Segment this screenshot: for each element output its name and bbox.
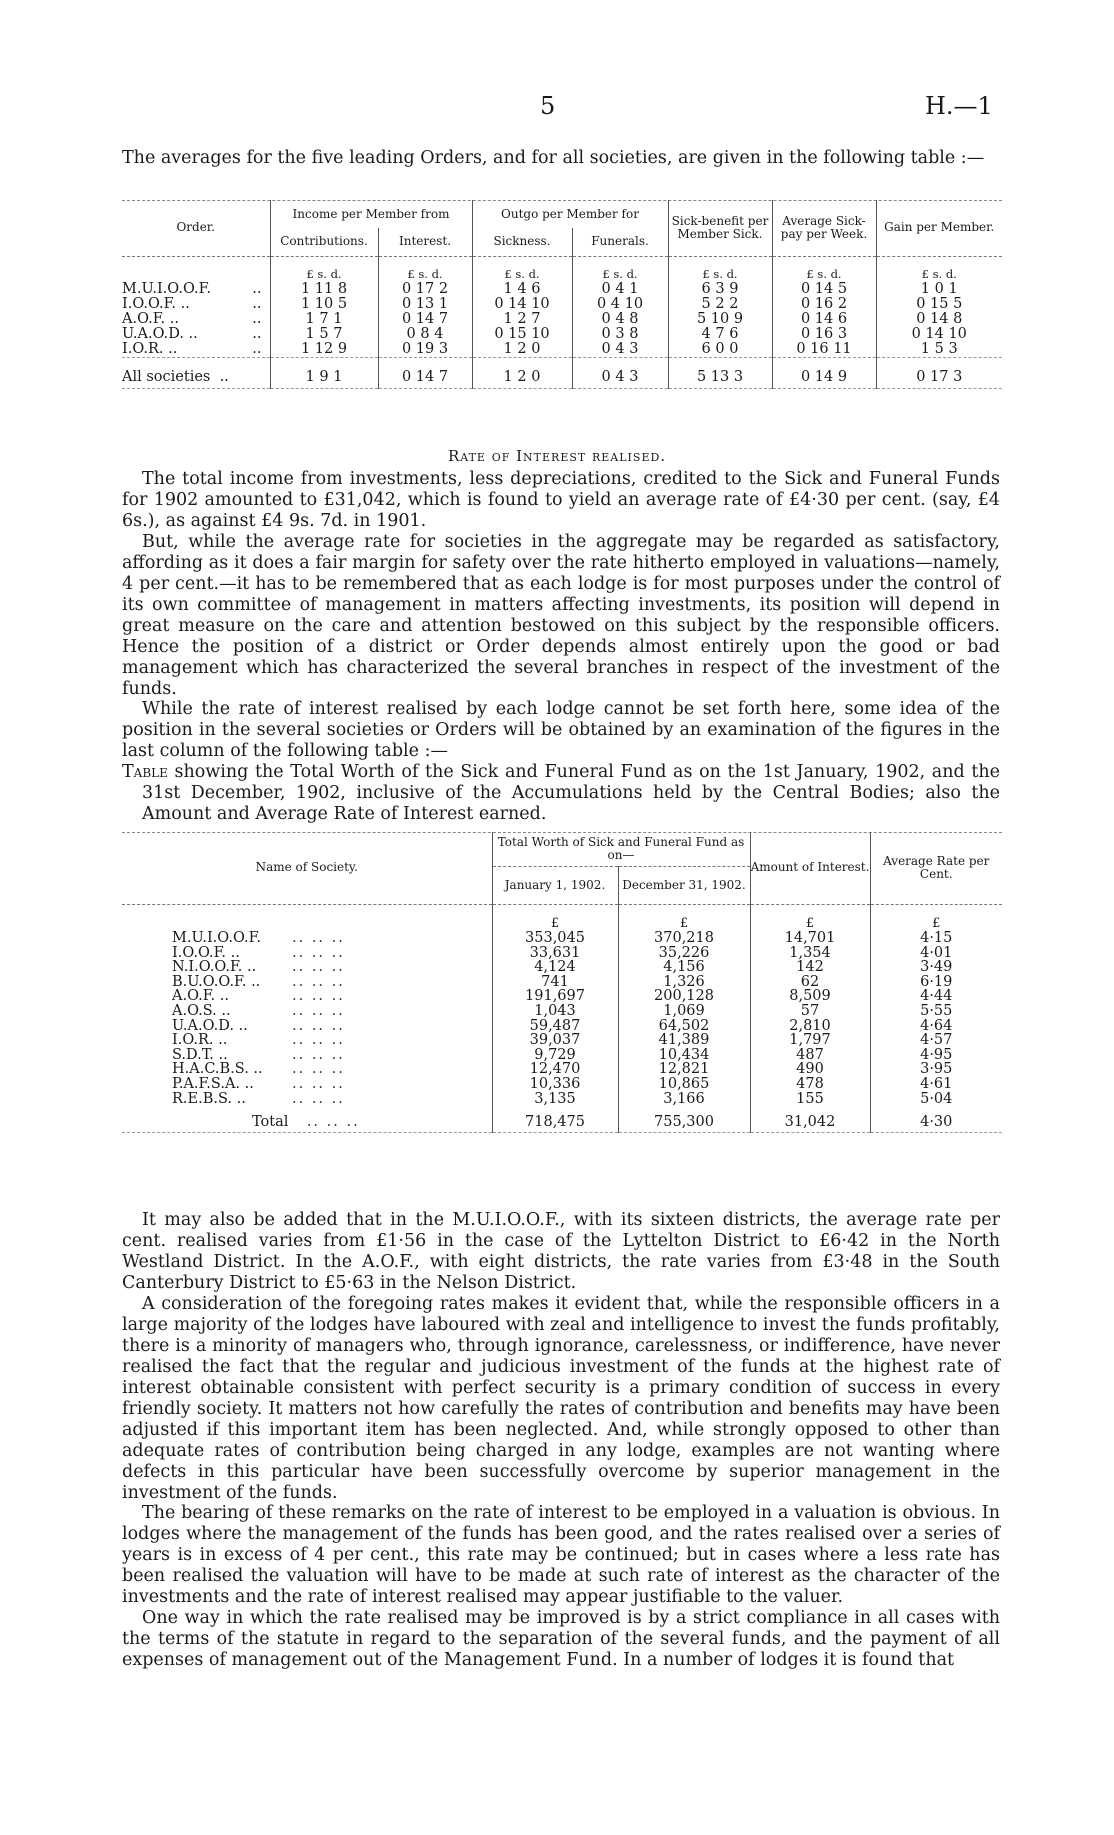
unit-label: £ s. d. (378, 256, 472, 282)
unit-label: £ s. d. (472, 256, 572, 282)
table-row (122, 282, 1002, 297)
cell-jan: 3,135 (492, 1092, 618, 1107)
cell-sick-pay: 0 16 2 (772, 297, 876, 312)
cell-rate: 5·04 (870, 1092, 1002, 1107)
unit-pound: £ (870, 904, 1002, 931)
cell-gain: 0 15 5 (876, 297, 1002, 312)
paragraph-3: While the rate of interest realised by each lodge cannot be set forth here, some idea of the position in the several societies or Orders will be obtained by an examination of the figures in the last column of the following table :— (122, 699, 1000, 761)
cell-amount: 1,354 (750, 946, 870, 961)
table-row (122, 327, 1002, 342)
col-funerals: Funerals. (572, 228, 668, 256)
cell-dec: 10,865 (618, 1077, 750, 1092)
row-order-name: I.O.R. .. .. (122, 340, 262, 357)
cell-contributions: 1 11 8 (270, 282, 378, 297)
total-amount: 31,042 (750, 1106, 870, 1133)
cell-rate: 4·61 (870, 1077, 1002, 1092)
unit-label: £ s. d. (572, 256, 668, 282)
unit-label: £ s. d. (876, 256, 1002, 282)
col-society-name: Name of Society. (255, 860, 358, 875)
unit-label: £ s. d. (270, 256, 378, 282)
col-average-sick-pay: Average Sick-pay per Week. (772, 200, 876, 256)
caption-lead: Table (122, 762, 168, 782)
total-rate: 4·30 (870, 1106, 1002, 1133)
cell-sick-benefit: 4 7 6 (668, 327, 772, 342)
cell-funerals: 0 4 3 (572, 342, 668, 358)
total-gain: 0 17 3 (876, 357, 1002, 388)
paragraph-4: It may also be added that in the M.U.I.O.O.F., with its sixteen districts, the average rate per cent. realised varies from £1·56 in the case of the Lyttelton District to £6·42 in the North Westland District. In the A.O.F., with eight districts, the rate varies from £3·48 in the South Canterbury District to £5·63 in the Nelson District. (122, 1210, 1000, 1293)
cell-dec: 10,434 (618, 1048, 750, 1063)
cell-jan: 39,037 (492, 1033, 618, 1048)
table-row (122, 1004, 1002, 1019)
total-worth-table (122, 832, 1002, 1133)
cell-rate: 4·95 (870, 1048, 1002, 1063)
unit-label: £ s. d. (668, 256, 772, 282)
cell-amount: 1,797 (750, 1033, 870, 1048)
cell-dec: 200,128 (618, 989, 750, 1004)
cell-sickness: 0 15 10 (472, 327, 572, 342)
cell-rate: 3·95 (870, 1062, 1002, 1077)
cell-jan: 9,729 (492, 1048, 618, 1063)
cell-amount: 14,701 (750, 931, 870, 946)
cell-sickness: 0 14 10 (472, 297, 572, 312)
section-heading-interest: Rate of Interest realised. (447, 447, 667, 465)
row-society-name: A.O.F. .. .. .. .. (172, 988, 345, 1005)
total-row-label: Total .. .. .. (252, 1113, 360, 1130)
cell-rate: 4·64 (870, 1019, 1002, 1034)
unit-pound: £ (618, 904, 750, 931)
row-society-name: P.A.F.S.A. .. .. .. .. (172, 1076, 345, 1093)
table-row (122, 960, 1002, 975)
cell-dec: 1,069 (618, 1004, 750, 1019)
cell-dec: 4,156 (618, 960, 750, 975)
cell-jan: 10,336 (492, 1077, 618, 1092)
unit-pound: £ (492, 904, 618, 931)
cell-interest: 0 17 2 (378, 282, 472, 297)
cell-rate: 5·55 (870, 1004, 1002, 1019)
cell-amount: 155 (750, 1092, 870, 1107)
page-number: 5 (540, 92, 556, 120)
row-society-name: I.O.O.F. .. .. .. .. (172, 944, 345, 961)
cell-amount: 57 (750, 1004, 870, 1019)
cell-amount: 8,509 (750, 989, 870, 1004)
paragraph-2: But, while the average rate for societies in the aggregate may be regarded as satisfactory, affording as it does a fair margin for safety over the rate hitherto employed in valuations—namely, 4 per cent.—it has to be remembered that as each lodge is for most purposes under the control of its own committee of management in matters affecting investments, its position will depend in great measure on the care and attention bestowed on this subject by the responsible officers. Hence the position of a district or Order depends almost entirely upon the good or bad management which has characterized the several branches in respect of the investment of the funds. (122, 532, 1000, 699)
group-income: Income per Member from (270, 200, 472, 228)
page-reference: H.—1 (925, 92, 993, 120)
row-society-name: N.I.O.O.F. .. .. .. .. (172, 959, 345, 976)
table-row (122, 989, 1002, 1004)
row-society-name: S.D.T. .. .. .. .. (172, 1046, 345, 1063)
cell-interest: 0 14 7 (378, 312, 472, 327)
cell-amount: 142 (750, 960, 870, 975)
row-society-name: A.O.S. .. .. .. .. (172, 1003, 345, 1020)
cell-jan: 191,697 (492, 989, 618, 1004)
cell-gain: 0 14 10 (876, 327, 1002, 342)
cell-amount: 490 (750, 1062, 870, 1077)
cell-dec: 41,389 (618, 1033, 750, 1048)
row-order-name: A.O.F. .. .. (122, 310, 262, 327)
cell-amount: 478 (750, 1077, 870, 1092)
table-row (122, 1077, 1002, 1092)
cell-rate: 3·49 (870, 960, 1002, 975)
cell-gain: 1 5 3 (876, 342, 1002, 358)
col-sick-benefit: Sick-benefit per Member Sick. (668, 200, 772, 256)
paragraph-6: The bearing of these remarks on the rate of interest to be employed in a valuation is obvious. In lodges where the management of the funds has been good, and the rates realised over a series of years is in excess of 4 per cent., this rate may be continued; but in cases where a less rate has been realised the valuation will have to be made at such rate of interest as the character of the investments and the rate of interest realised may appear justifiable to the valuer. (122, 1503, 1000, 1607)
table2-caption (122, 762, 1000, 825)
cell-interest: 0 13 1 (378, 297, 472, 312)
total-funerals: 0 4 3 (572, 357, 668, 388)
total-contributions: 1 9 1 (270, 357, 378, 388)
paragraph-1: The total income from investments, less depreciations, credited to the Sick and Funeral Funds for 1902 amounted to £31,042, which is found to yield an average rate of £4·30 per cent. (say, £4 6s.), as against £4 9s. 7d. in 1901. (122, 469, 1000, 531)
row-society-name: U.A.O.D. .. .. .. .. (172, 1017, 345, 1034)
cell-gain: 0 14 8 (876, 312, 1002, 327)
cell-funerals: 0 3 8 (572, 327, 668, 342)
table-row (122, 342, 1002, 358)
cell-interest: 0 8 4 (378, 327, 472, 342)
col-sickness: Sickness. (472, 228, 572, 256)
cell-contributions: 1 10 5 (270, 297, 378, 312)
cell-sick-benefit: 5 10 9 (668, 312, 772, 327)
cell-sick-pay: 0 14 5 (772, 282, 876, 297)
cell-amount: 2,810 (750, 1019, 870, 1034)
cell-rate: 6·19 (870, 975, 1002, 990)
table-row (122, 312, 1002, 327)
row-society-name: I.O.R. .. .. .. .. (172, 1032, 345, 1049)
cell-rate: 4·01 (870, 946, 1002, 961)
cell-jan: 1,043 (492, 1004, 618, 1019)
cell-dec: 12,821 (618, 1062, 750, 1077)
row-order-name: U.A.O.D. .. .. (122, 325, 262, 342)
cell-sick-benefit: 6 0 0 (668, 342, 772, 358)
cell-dec: 1,326 (618, 975, 750, 990)
col-average-rate: Average Rate per Cent. (870, 832, 1002, 904)
row-society-name: M.U.I.O.O.F. .. .. .. (172, 930, 345, 947)
cell-jan: 741 (492, 975, 618, 990)
cell-funerals: 0 4 8 (572, 312, 668, 327)
unit-pound: £ (750, 904, 870, 931)
cell-jan: 33,631 (492, 946, 618, 961)
cell-dec: 64,502 (618, 1019, 750, 1034)
total-sick-benefit: 5 13 3 (668, 357, 772, 388)
total-january: 718,475 (492, 1106, 618, 1133)
row-society-name: B.U.O.O.F. .. .. .. .. (172, 973, 345, 990)
cell-sickness: 1 2 0 (472, 342, 572, 358)
total-row-label: All societies .. (122, 369, 229, 385)
table-row (122, 931, 1002, 946)
averages-table (122, 200, 1002, 389)
row-society-name: H.A.C.B.S. .. .. .. .. (172, 1061, 345, 1078)
cell-dec: 370,218 (618, 931, 750, 946)
col-interest: Interest. (378, 228, 472, 256)
col-contributions: Contributions. (270, 228, 378, 256)
cell-jan: 59,487 (492, 1019, 618, 1034)
cell-rate: 4·57 (870, 1033, 1002, 1048)
col-gain: Gain per Member. (876, 200, 1002, 256)
cell-sick-pay: 0 16 11 (772, 342, 876, 358)
cell-amount: 62 (750, 975, 870, 990)
paragraph-5: A consideration of the foregoing rates makes it evident that, while the responsible officers in a large majority of the lodges have laboured with zeal and intelligence to invest the funds profitably, there is a minority of managers who, through ignorance, carelessness, or indifference, have never realised the fact that the regular and judicious investment of the funds at the highest rate of interest obtainable consistent with perfect security is a primary condition of success in every friendly society. It matters not how carefully the rates of contribution and benefits may have been adjusted if this important item has been neglected. And, while strongly opposed to other than adequate rates of contribution being charged in any lodge, examples are not wanting where defects in this particular have been successfully overcome by superior management in the investment of the funds. (122, 1294, 1000, 1503)
table-row (122, 946, 1002, 961)
total-sick-pay: 0 14 9 (772, 357, 876, 388)
cell-rate: 4·44 (870, 989, 1002, 1004)
cell-rate: 4·15 (870, 931, 1002, 946)
col-amount-interest: Amount of Interest. (750, 832, 870, 904)
total-sickness: 1 2 0 (472, 357, 572, 388)
cell-sick-pay: 0 14 6 (772, 312, 876, 327)
unit-label: £ s. d. (772, 256, 876, 282)
cell-jan: 353,045 (492, 931, 618, 946)
cell-contributions: 1 12 9 (270, 342, 378, 358)
cell-funerals: 0 4 10 (572, 297, 668, 312)
cell-jan: 4,124 (492, 960, 618, 975)
cell-contributions: 1 7 1 (270, 312, 378, 327)
table-row (122, 1019, 1002, 1034)
cell-contributions: 1 5 7 (270, 327, 378, 342)
cell-amount: 487 (750, 1048, 870, 1063)
table-row (122, 975, 1002, 990)
total-interest: 0 14 7 (378, 357, 472, 388)
row-society-name: R.E.B.S. .. .. .. .. (172, 1090, 345, 1107)
cell-sick-pay: 0 16 3 (772, 327, 876, 342)
cell-interest: 0 19 3 (378, 342, 472, 358)
col-january: January 1, 1902. (492, 866, 618, 904)
cell-sick-benefit: 6 3 9 (668, 282, 772, 297)
caption-text: showing the Total Worth of the Sick and Funeral Fund as on the 1st January, 1902, and the 31st December, 1902, inclusive of the Accumulations held by the Central Bodies; also the Amount and Average Rate of Interest earned. (142, 762, 1000, 824)
cell-gain: 1 0 1 (876, 282, 1002, 297)
cell-sickness: 1 2 7 (472, 312, 572, 327)
table-row (122, 1033, 1002, 1048)
intro-paragraph: The averages for the five leading Orders, and for all societies, are given in the following table :— (122, 148, 985, 168)
table-row (122, 1062, 1002, 1077)
col-december: December 31, 1902. (618, 866, 750, 904)
cell-funerals: 0 4 1 (572, 282, 668, 297)
group-outgo: Outgo per Member for (472, 200, 668, 228)
table-row (122, 1048, 1002, 1063)
table-row (122, 1092, 1002, 1107)
cell-dec: 3,166 (618, 1092, 750, 1107)
col-order: Order. (176, 220, 216, 235)
paragraph-7: One way in which the rate realised may be improved is by a strict compliance in all cases with the terms of the statute in regard to the separation of the several funds, and the payment of all expenses of management out of the Management Fund. In a number of lodges it is found that (122, 1608, 1000, 1670)
cell-sickness: 1 4 6 (472, 282, 572, 297)
cell-sick-benefit: 5 2 2 (668, 297, 772, 312)
row-order-name: M.U.I.O.O.F. .. (122, 280, 262, 297)
total-december: 755,300 (618, 1106, 750, 1133)
cell-dec: 35,226 (618, 946, 750, 961)
cell-jan: 12,470 (492, 1062, 618, 1077)
table-row (122, 297, 1002, 312)
group-total-worth: Total Worth of Sick and Funeral Fund as on— (492, 832, 750, 866)
row-order-name: I.O.O.F. .. .. (122, 295, 262, 312)
